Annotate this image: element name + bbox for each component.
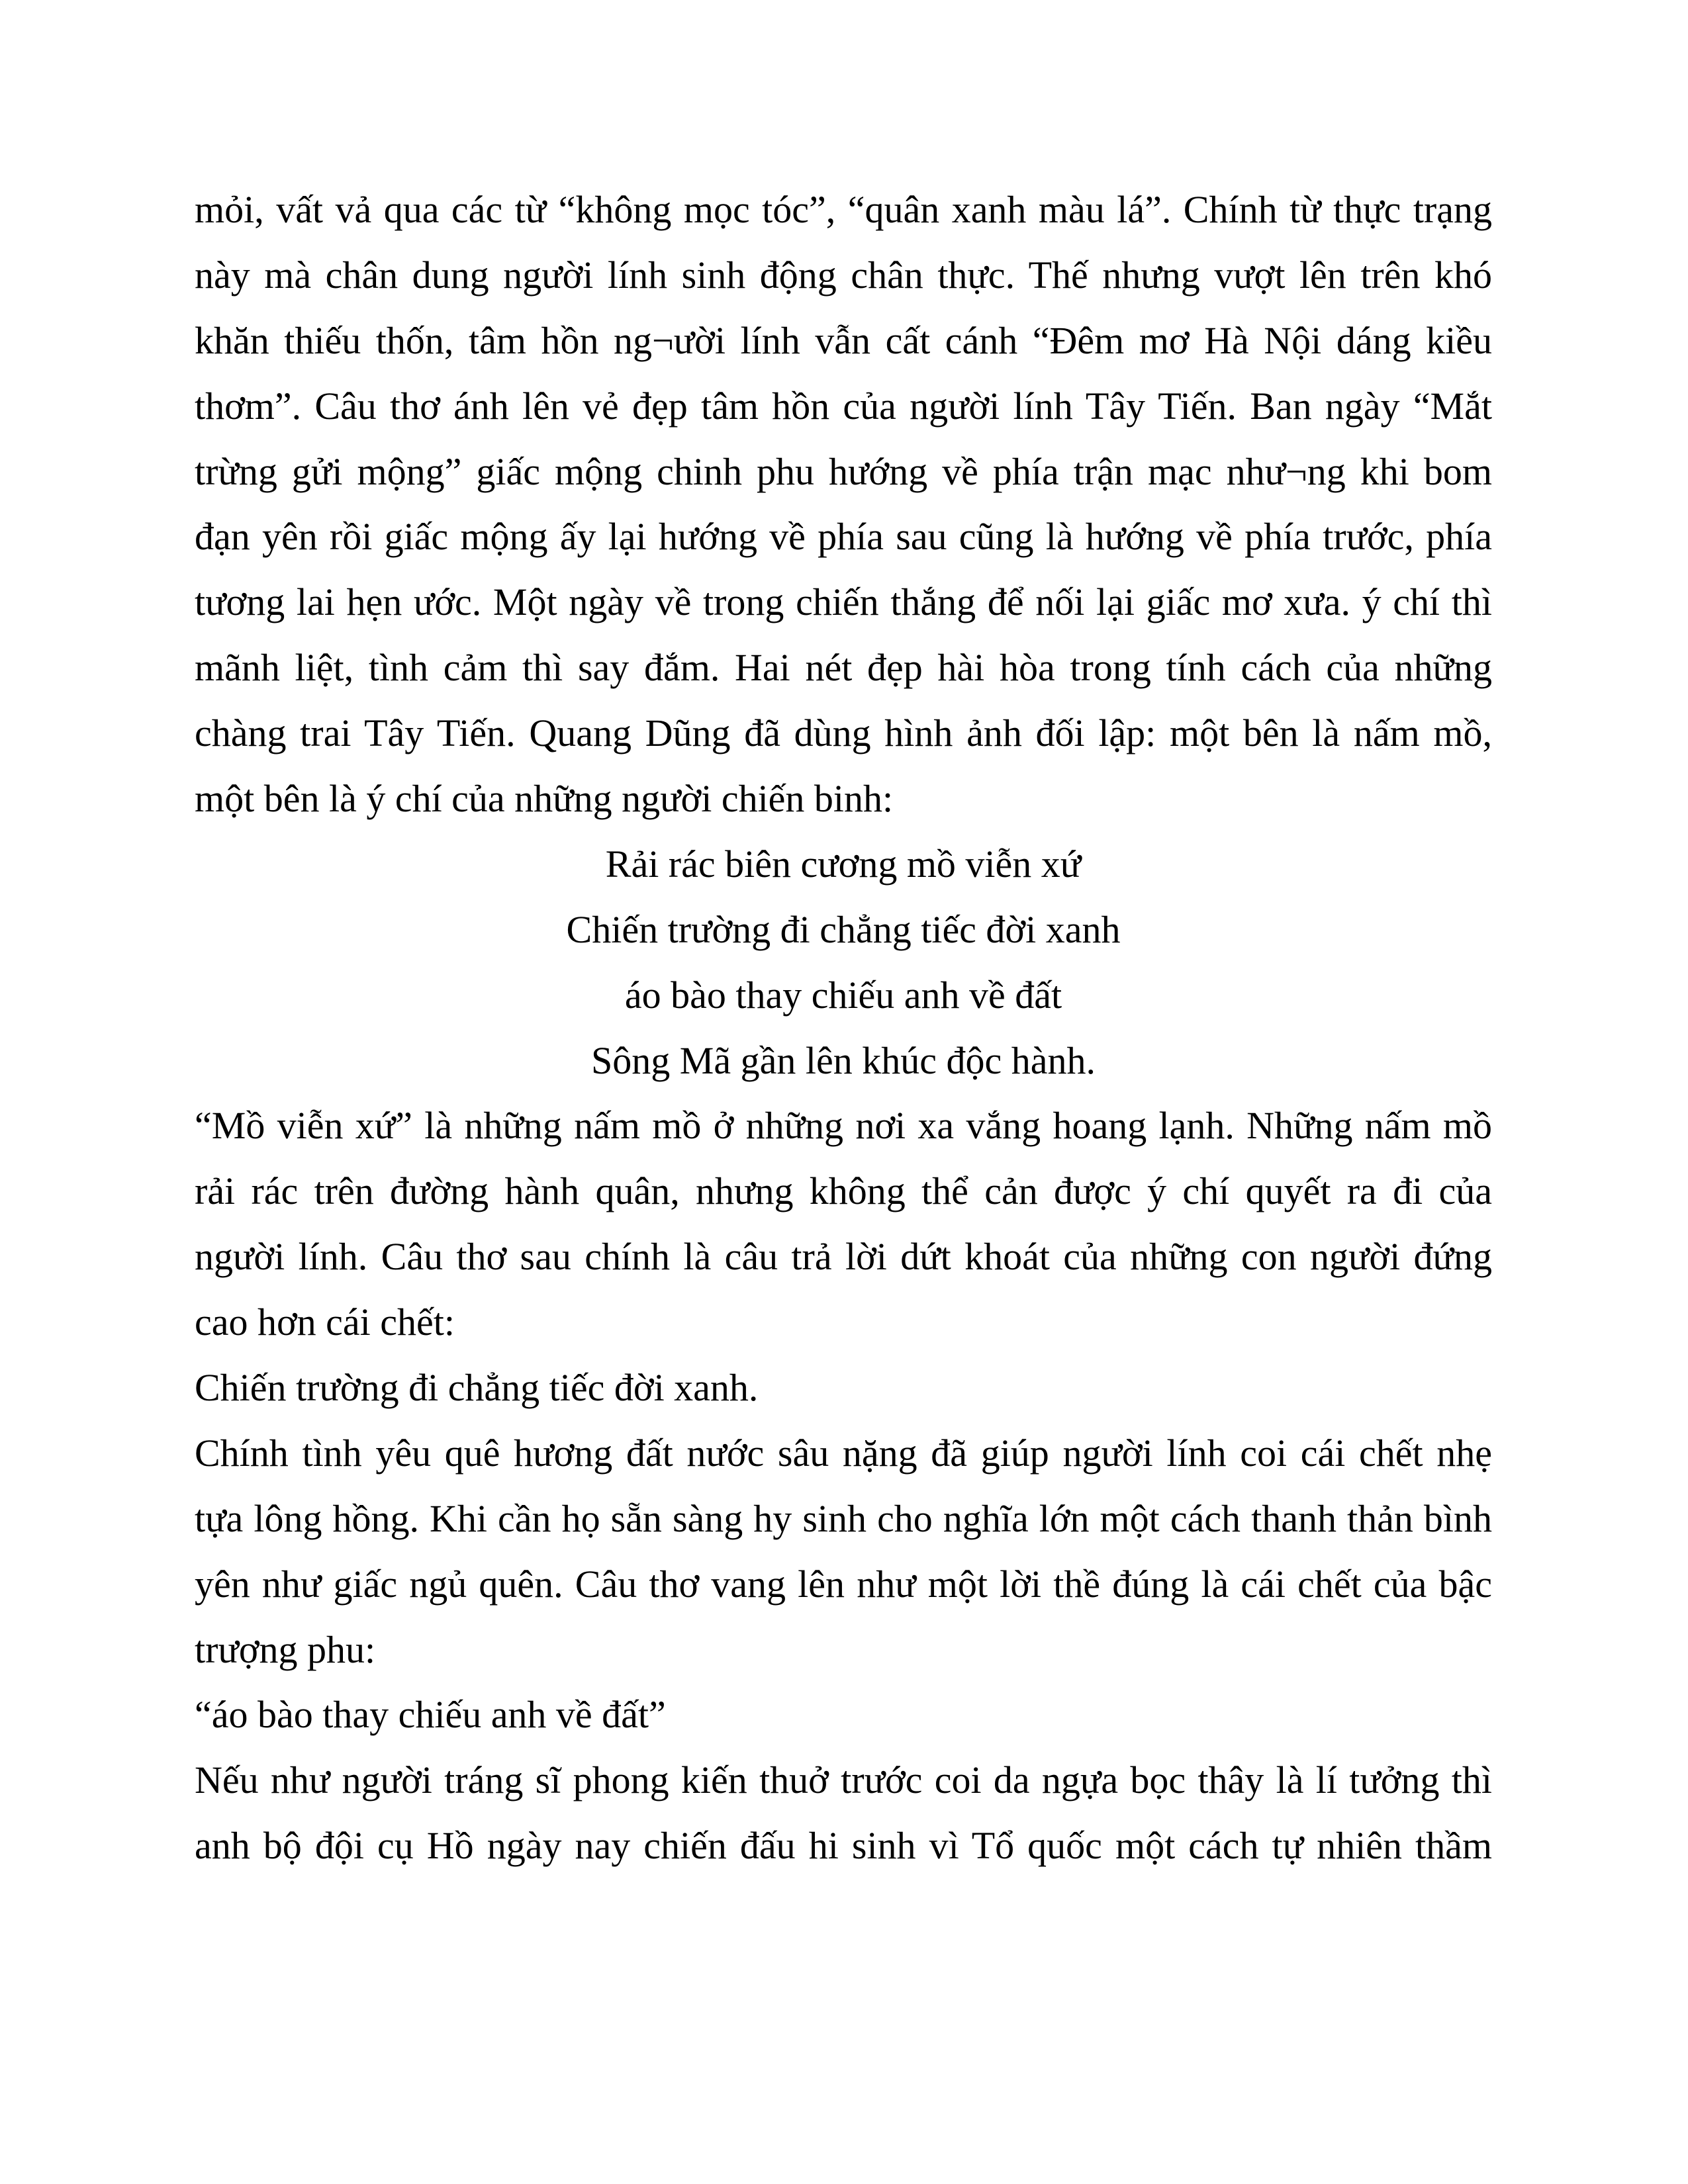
paragraph-line: anh bộ đội cụ Hồ ngày nay chiến đấu hi sinh vì Tổ quốc một cách tự nhiên thầm (195, 1824, 1492, 1868)
document-page (195, 177, 1492, 1879)
paragraph-line: chàng trai Tây Tiến. Quang Dũng đã dùng hình ảnh đối lập: một bên là nấm mồ, (195, 711, 1492, 755)
paragraph-line: Nếu như người tráng sĩ phong kiến thuở trước coi da ngựa bọc thây là lí tưởng thì (195, 1758, 1492, 1802)
poem-line: Sông Mã gần lên khúc độc hành. (591, 1038, 1096, 1082)
quoted-verse-line: Chiến trường đi chẳng tiếc đời xanh. (195, 1366, 759, 1410)
paragraph-line: cao hơn cái chết: (195, 1300, 455, 1344)
poem-line: áo bào thay chiếu anh về đất (624, 973, 1062, 1017)
quoted-verse-line: “áo bào thay chiếu anh về đất” (195, 1693, 666, 1737)
paragraph-line: tựa lông hồng. Khi cần họ sẵn sàng hy sinh cho nghĩa lớn một cách thanh thản bình (195, 1496, 1492, 1540)
paragraph-line: rải rác trên đường hành quân, nhưng không thể cản được ý chí quyết ra đi của (195, 1169, 1492, 1213)
poem-line: Rải rác biên cương mồ viễn xứ (605, 842, 1082, 886)
paragraph-line: “Mồ viễn xứ” là những nấm mồ ở những nơi xa vắng hoang lạnh. Những nấm mồ (195, 1104, 1492, 1148)
paragraph-line: một bên là ý chí của những người chiến binh: (195, 777, 894, 821)
paragraph-line: thơm”. Câu thơ ánh lên vẻ đẹp tâm hồn của người lính Tây Tiến. Ban ngày “Mắt (195, 384, 1492, 428)
paragraph-line: này mà chân dung người lính sinh động chân thực. Thế nhưng vượt lên trên khó (195, 253, 1492, 296)
paragraph-line: đạn yên rồi giấc mộng ấy lại hướng về phía sau cũng là hướng về phía trước, phía (195, 515, 1492, 559)
paragraph-line: khăn thiếu thốn, tâm hồn ng¬ười lính vẫn cất cánh “Đêm mơ Hà Nội dáng kiều (195, 318, 1492, 362)
paragraph-line: mãnh liệt, tình cảm thì say đắm. Hai nét đẹp hài hòa trong tính cách của những (195, 646, 1492, 690)
blank-page-margin (0, 1985, 1688, 2184)
poem-line: Chiến trường đi chẳng tiếc đời xanh (566, 907, 1121, 951)
paragraph-line: người lính. Câu thơ sau chính là câu trả lời dứt khoát của những con người đứng (195, 1235, 1492, 1279)
paragraph-line: trượng phu: (195, 1627, 376, 1671)
paragraph-line: mỏi, vất vả qua các từ “không mọc tóc”, “quân xanh màu lá”. Chính từ thực trạng (195, 188, 1492, 231)
paragraph-line: yên như giấc ngủ quên. Câu thơ vang lên như một lời thề đúng là cái chết của bậc (195, 1562, 1492, 1606)
paragraph-line: trừng gửi mộng” giấc mộng chinh phu hướng về phía trận mạc như¬ng khi bom (195, 449, 1492, 493)
paragraph-line: tương lai hẹn ước. Một ngày về trong chiến thắng để nối lại giấc mơ xưa. ý chí thì (195, 580, 1492, 624)
paragraph-line: Chính tình yêu quê hương đất nước sâu nặng đã giúp người lính coi cái chết nhẹ (195, 1431, 1492, 1475)
